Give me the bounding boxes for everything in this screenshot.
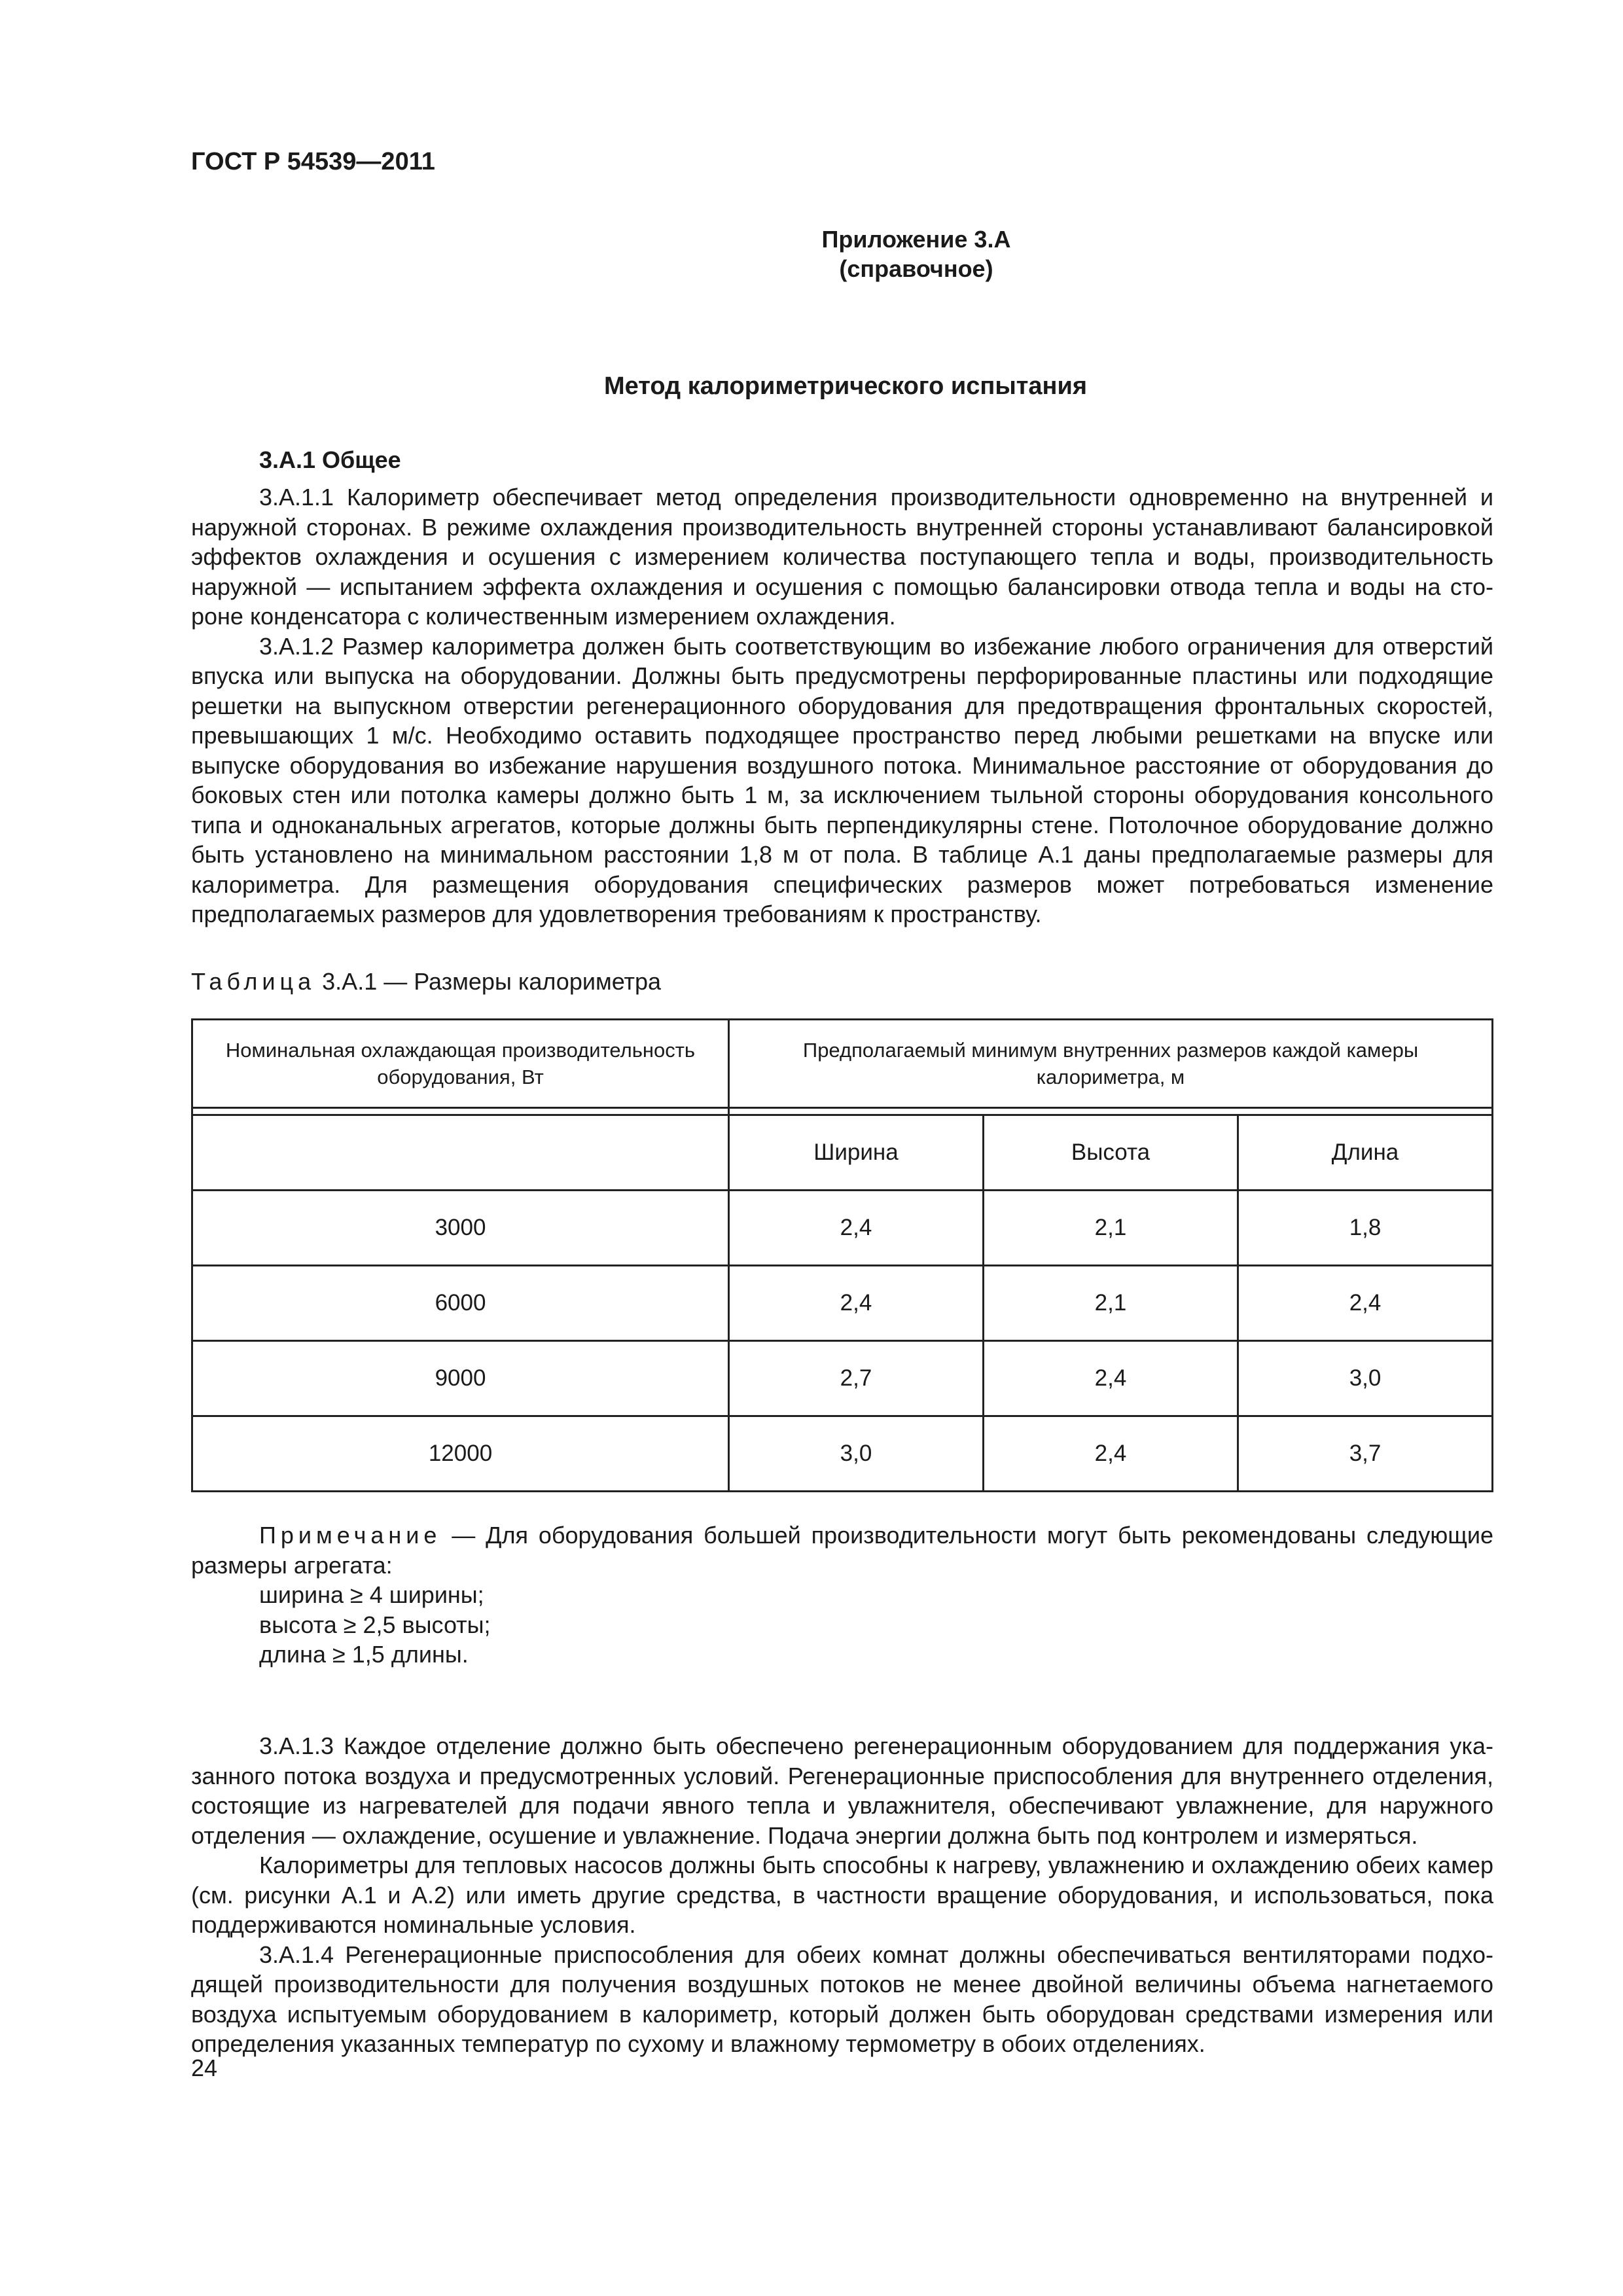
table-header-row [192,1020,1493,1108]
table-row [192,1416,1493,1492]
table-caption [191,967,661,996]
section-heading: 3.А.1 Общее [259,446,401,473]
table-note [191,1520,1493,1670]
subheader-length: Длина [1238,1115,1493,1191]
cell-width: 2,7 [729,1341,984,1416]
table-caption-text: 3.А.1 — Размеры калориметра [315,968,662,995]
paragraph-3a14: 3.А.1.4 Регенерационные приспособления для обеих комнат должны обеспечиваться вентиляторами подходящей производительности для получения воздушных потоков не менее двойной величины объема нагнетаемого воздуха испытуемым оборудованием в калориметр, который должен быть оборудован средствами измерения или определения указанных температур по сухому и влажному термометру в обоих отделениях. [191,1941,1493,2057]
cell-capacity: 12000 [192,1416,729,1492]
cell-length: 2,4 [1238,1266,1493,1341]
cell-capacity: 3000 [192,1191,729,1266]
subheader-empty [192,1115,729,1191]
table-row [192,1266,1493,1341]
table-subheader-row [192,1115,1493,1191]
subheader-width: Ширина [729,1115,984,1191]
cell-capacity: 9000 [192,1341,729,1416]
note-item: длина ≥ 1,5 длины. [259,1641,469,1668]
table-header-divider [192,1108,1493,1115]
document-code: ГОСТ Р 54539—2011 [191,148,435,175]
note-label: Примечание [259,1522,442,1549]
header-dimensions: Предполагаемый минимум внутренних размеров каждой камеры калориметра, м [729,1020,1493,1108]
table-row [192,1191,1493,1266]
cell-width: 3,0 [729,1416,984,1492]
cell-width: 2,4 [729,1266,984,1341]
appendix-type: (справочное) [839,255,993,282]
appendix-heading [654,224,1178,283]
note-text [191,1520,1493,1580]
cell-height: 2,1 [984,1266,1238,1341]
page-number: 24 [191,2054,218,2081]
cell-length: 1,8 [1238,1191,1493,1266]
cell-width: 2,4 [729,1191,984,1266]
section-body [191,482,1493,929]
note-item: ширина ≥ 4 ширины; [259,1581,484,1608]
cell-height: 2,1 [984,1191,1238,1266]
header-capacity: Номинальная охлаждающая производительность оборудования, Вт [192,1020,729,1108]
cell-height: 2,4 [984,1341,1238,1416]
cell-height: 2,4 [984,1416,1238,1492]
cell-capacity: 6000 [192,1266,729,1341]
note-item: высота ≥ 2,5 высоты; [259,1611,491,1638]
paragraph-heat-pumps: Калориметры для тепловых насосов должны быть способны к нагреву, увлажнению и охлаждению обеих камер (см. рисунки А.1 и А.2) или иметь другие средства, в частности вращение оборудования, и использоваться, пока поддерживаются номинальные условия. [191,1852,1493,1938]
paragraph-3a13: 3.А.1.3 Каждое отделение должно быть обеспечено регенерационным оборудованием для поддержания указанного потока воздуха и предусмотренных условий. Регенерационные приспособления для внутреннего отделения, состоящие из нагревателей для подачи явного тепла и увлажнителя, обеспечивают увлажнение, для наружного отделения — охлаждение, осушение и увлажнение. Подача энергии должна быть под контролем и измеряться. [191,1732,1493,1849]
cell-length: 3,7 [1238,1416,1493,1492]
section-body-continued [191,1731,1493,2059]
note-body: — Для оборудования большей производительности могут быть рекомендованы следующие размеры агрегата: [191,1522,1493,1579]
paragraph-3a11: 3.А.1.1 Калориметр обеспечивает метод определения производительности одновременно на внутренней и наружной сторонах. В режиме охлаждения производительность внутренней стороны устанавливают балансировкой эффектов охлаждения и осушения с измерением количества поступающего тепла и воды, производительность наружной — испытанием эффекта охлаждения и осушения с помощью балансировки отвода тепла и воды на стороне конденсатора с количественным измерением охлаждения. [191,484,1493,630]
table-row [192,1341,1493,1416]
dimensions-table [191,1018,1493,1492]
appendix-name: Приложение 3.А [821,226,1011,253]
table-caption-label: Таблица [191,968,316,995]
subheader-height: Высота [984,1115,1238,1191]
document-title: Метод калориметрического испытания [603,372,1088,400]
cell-length: 3,0 [1238,1341,1493,1416]
paragraph-3a12: 3.А.1.2 Размер калориметра должен быть соответствующим во избежание любого ограничения для отверстий впуска или выпуска на оборудовании. Должны быть предусмотрены перфорированные пластины или подходящие решетки на выпускном отверстии регенерационного оборудования для предотвращения фронтальных скоростей, превышающих 1 м/с. Необходимо оставить подходящее пространство перед любыми решетками на впуске или выпуске оборудования во избежание нарушения воздушного потока. Минимальное расстояние от оборудования до боковых стен или потолка камеры должно быть 1 м, за исключением тыльной стороны оборудования консольного типа и одноканальных агрегатов, которые должны быть перпендикулярны стене. Потолочное оборудование должно быть установлено на минимальном расстоянии 1,8 м от пола. В таблице А.1 даны предполагаемые размеры для калориметра. Для размещения оборудования специфических размеров может потребоваться изменение предполагаемых размеров для удовлетворения требованиям к пространству. [191,632,1493,927]
